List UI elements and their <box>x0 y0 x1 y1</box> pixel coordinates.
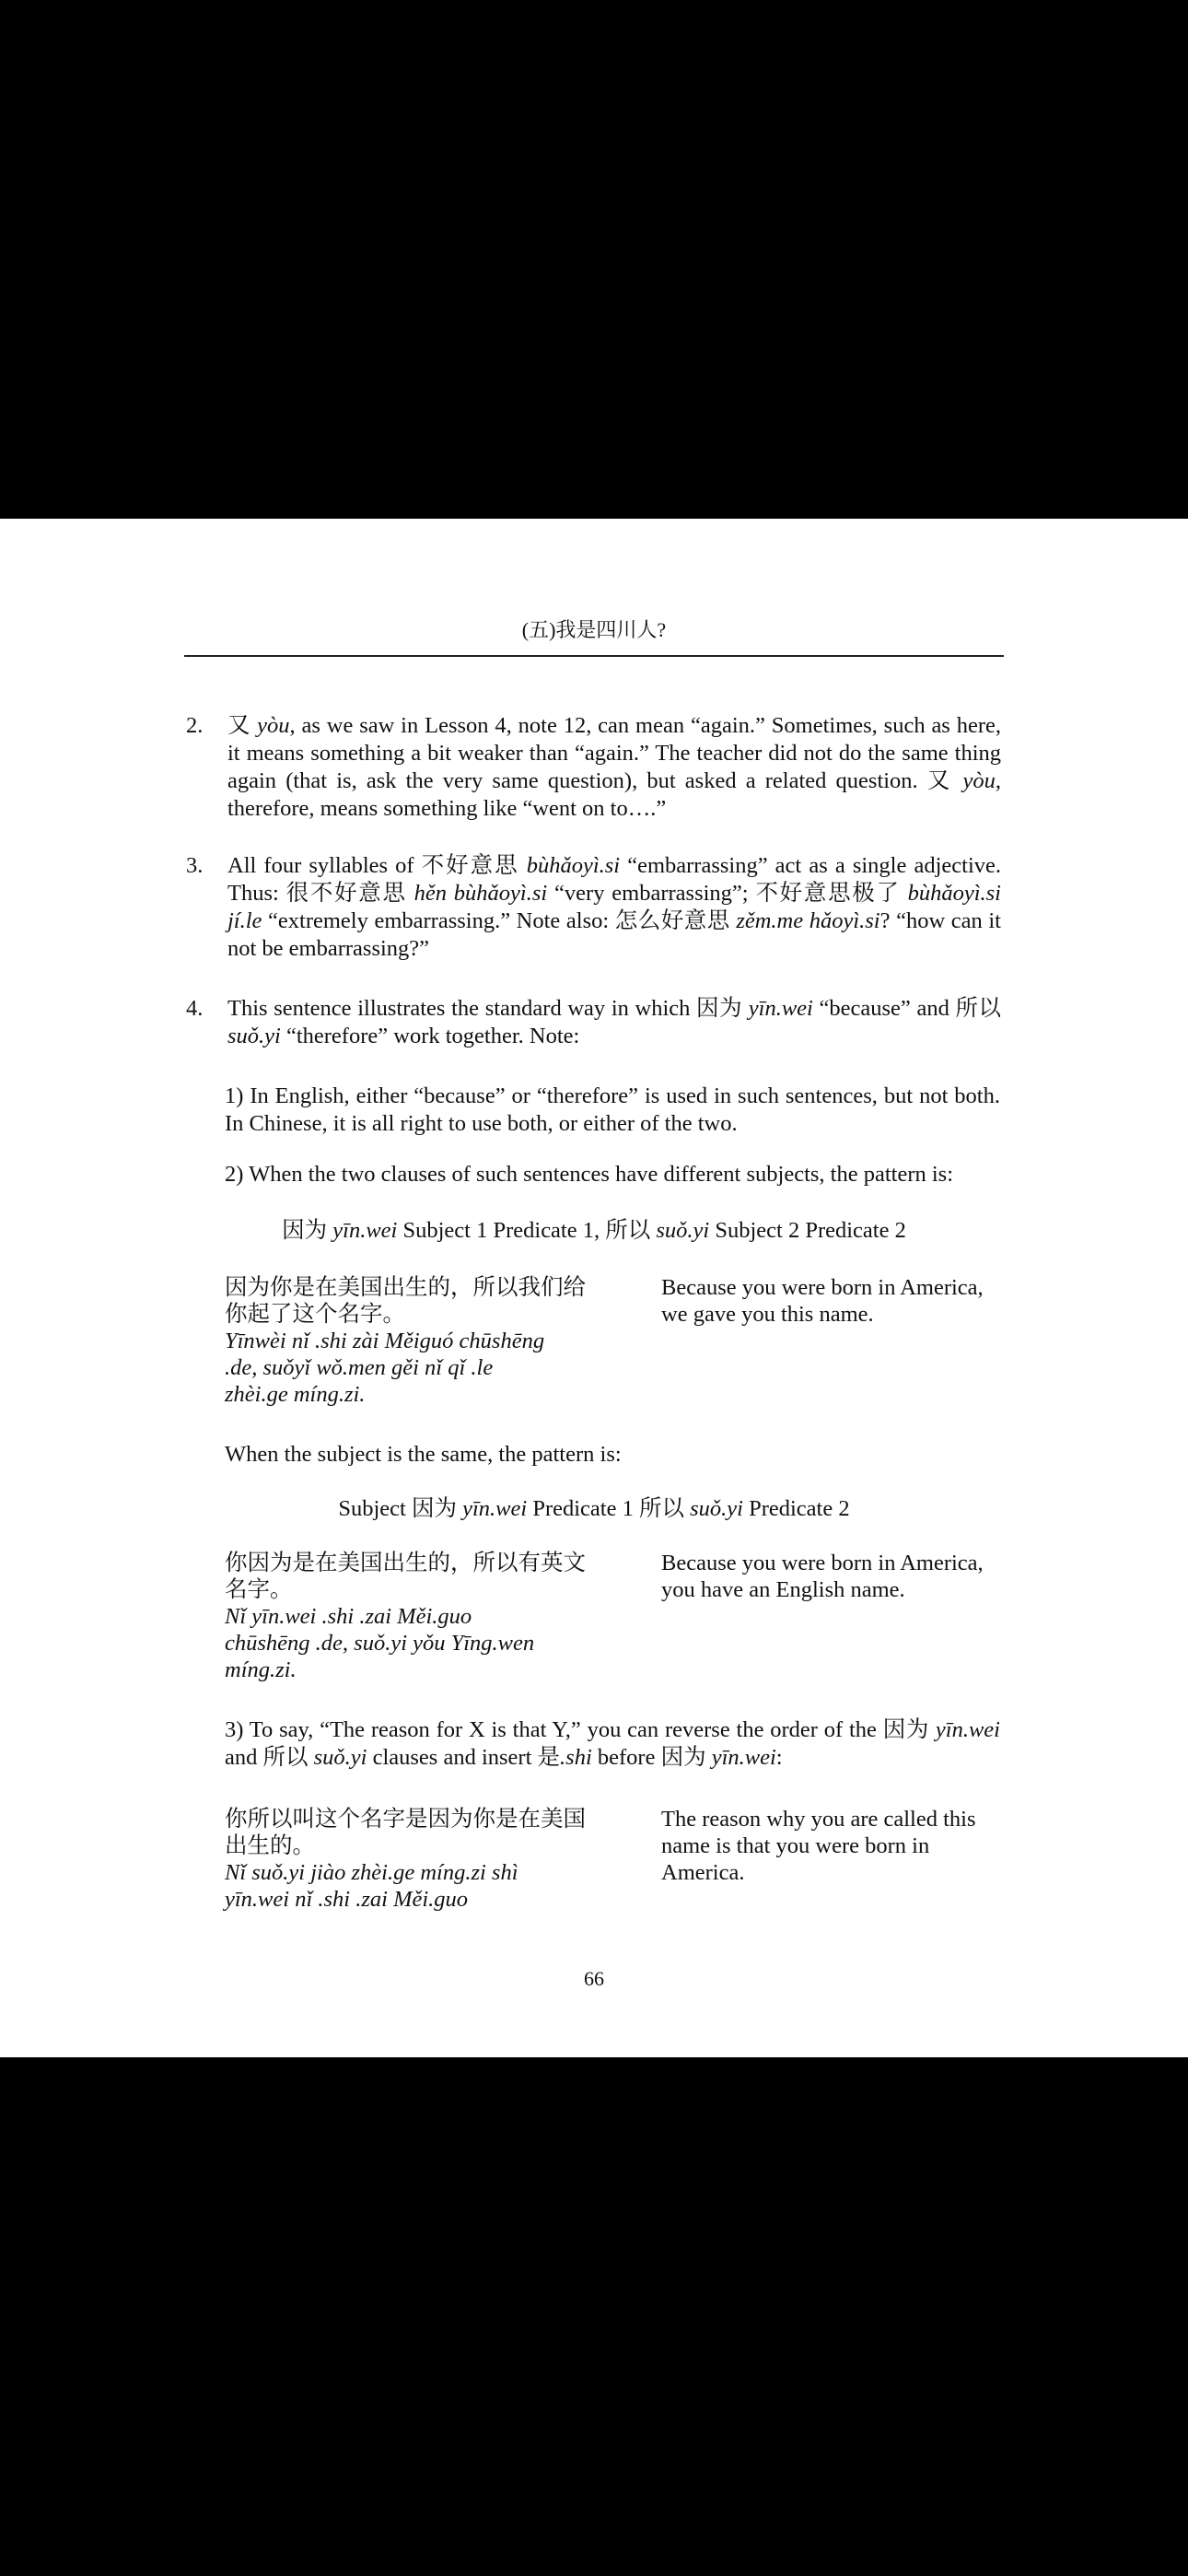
same-subject-intro: When the subject is the same, the pattern is: <box>225 1442 622 1467</box>
note-4-text <box>227 995 1001 1050</box>
note-3-text <box>227 852 1001 963</box>
pinyin-term: zěm.me hǎoyì.si <box>736 908 880 933</box>
pinyin-term: bùhǎoyì.si <box>526 853 621 878</box>
text-run: “very embarrassing”; 不好意思极了 <box>547 881 908 906</box>
pinyin-term: hěn bùhǎoyì.si <box>413 881 548 906</box>
text-run: before 因为 <box>591 1745 712 1770</box>
point-3 <box>225 1716 1000 1772</box>
text-run: 因为 <box>282 1218 333 1243</box>
text-run: This sentence illustrates the standard way in which 因为 <box>227 996 749 1021</box>
translation-line: we gave you this name. <box>661 1302 874 1327</box>
text-run: and 所以 <box>225 1745 314 1770</box>
example-2-chinese <box>225 1550 611 1683</box>
pinyin-line: yīn.wei nǐ .shi .zai Měi.guo <box>225 1887 469 1912</box>
note-number: 4. <box>186 996 204 1021</box>
text-run: Predicate 2 <box>742 1496 850 1521</box>
pinyin-term: yīn.wei <box>748 996 813 1021</box>
hanzi-line: 你起了这个名字。 <box>225 1302 405 1327</box>
example-3-chinese <box>225 1806 611 1913</box>
example-1-english <box>661 1274 1011 1328</box>
pinyin-line: Nǐ suǒ.yi jiào zhèi.ge míng.zi shì <box>225 1860 518 1885</box>
text-run: clauses and insert 是 <box>367 1745 561 1770</box>
text-run: Subject 1 Predicate 1, 所以 <box>397 1218 657 1243</box>
document-page <box>0 519 1188 2057</box>
translation-line: you have an English name. <box>661 1577 905 1602</box>
hanzi-line: 你因为是在美国出生的，所以有英文 <box>225 1551 586 1575</box>
note-number: 2. <box>186 713 204 738</box>
note-number: 3. <box>186 853 204 878</box>
point-1: 1) In English, either “because” or “therefore” is used in such sentences, but not both. In Chinese, it is all right to use both, or either of the two. <box>225 1083 1000 1136</box>
header-rule <box>184 655 1004 657</box>
pattern-same-subject <box>184 1495 1004 1523</box>
text-run: : <box>775 1745 783 1770</box>
text-run: 又 <box>227 713 258 738</box>
text-run: “therefore” work together. Note: <box>280 1024 580 1048</box>
translation-line: The reason why you are called this <box>661 1807 976 1832</box>
translation-line: Because you were born in America, <box>661 1275 984 1300</box>
pinyin-line: zhèi.ge míng.zi. <box>225 1382 366 1407</box>
hanzi-line: 因为你是在美国出生的，所以我们给 <box>225 1275 586 1300</box>
pinyin-term: suǒ.yi <box>690 1496 743 1521</box>
example-3-english <box>661 1806 1011 1886</box>
pinyin-line: .de, suǒyǐ wǒ.men gěi nǐ qǐ .le <box>225 1355 494 1380</box>
text-run: Subject 2 Predicate 2 <box>709 1218 906 1243</box>
text-run: Predicate 1 所以 <box>527 1496 691 1521</box>
pinyin-term: .shi <box>560 1745 592 1770</box>
hanzi-line: 名字。 <box>225 1577 293 1602</box>
text-run: All four syllables of 不好意思 <box>227 853 527 878</box>
pinyin-term: suǒ.yi <box>227 1024 281 1048</box>
translation-line: name is that you were born in <box>661 1833 930 1858</box>
page-number: 66 <box>584 1967 604 1990</box>
pinyin-term: yīn.wei <box>711 1745 776 1770</box>
hanzi-line: 你所以叫这个名字是因为你是在美国 <box>225 1807 586 1832</box>
pinyin-term: yòu <box>962 768 996 793</box>
pinyin-line: chūshēng .de, suǒ.yi yǒu Yīng.wen <box>225 1631 535 1656</box>
text-run: “embarrassing” act as a single adjective. Thus: 很不好意思 <box>227 853 1001 906</box>
point-2: 2) When the two clauses of such sentences have different subjects, the pattern is: <box>225 1162 954 1187</box>
example-2-english <box>661 1550 1011 1603</box>
running-header: (五)我是四川人? <box>521 618 667 641</box>
example-1-chinese <box>225 1274 611 1408</box>
pinyin-line: Yīnwèi nǐ .shi zài Měiguó chūshēng <box>225 1329 545 1353</box>
hanzi-line: 出生的。 <box>225 1833 315 1858</box>
translation-line: Because you were born in America, <box>661 1551 984 1575</box>
pinyin-term: yīn.wei <box>935 1717 1000 1742</box>
text-run: “extremely embarrassing.” Note also: 怎么好意思 <box>262 908 737 933</box>
pattern-different-subjects <box>184 1217 1004 1245</box>
text-run: “because” and 所以 <box>812 996 1001 1021</box>
pinyin-line: Nǐ yīn.wei .shi .zai Měi.guo <box>225 1604 472 1629</box>
text-run: , as we saw in Lesson 4, note 12, can mean “again.” Sometimes, such as here, it means something a bit weaker than “again.” The teacher did not do the same thing again (that is, ask the very same question), but asked a related question. 又 <box>227 713 1001 793</box>
pinyin-term: yòu <box>257 713 290 738</box>
text-run: , therefore, means something like “went on to….” <box>227 768 1001 821</box>
pinyin-line: míng.zi. <box>225 1657 297 1682</box>
pinyin-term: yīn.wei <box>332 1218 398 1243</box>
pinyin-term: suǒ.yi <box>313 1745 367 1770</box>
pinyin-term: bùhǎoyì.si jí.le <box>227 881 1001 933</box>
pinyin-term: suǒ.yi <box>656 1218 710 1243</box>
text-run: 3) To say, “The reason for X is that Y,” you can reverse the order of the 因为 <box>225 1717 936 1742</box>
text-run: ? “how can it not be embarrassing?” <box>227 908 1001 961</box>
pinyin-term: yīn.wei <box>462 1496 528 1521</box>
text-run: Subject 因为 <box>338 1496 463 1521</box>
note-2-text <box>227 712 1001 823</box>
translation-line: America. <box>661 1860 745 1885</box>
